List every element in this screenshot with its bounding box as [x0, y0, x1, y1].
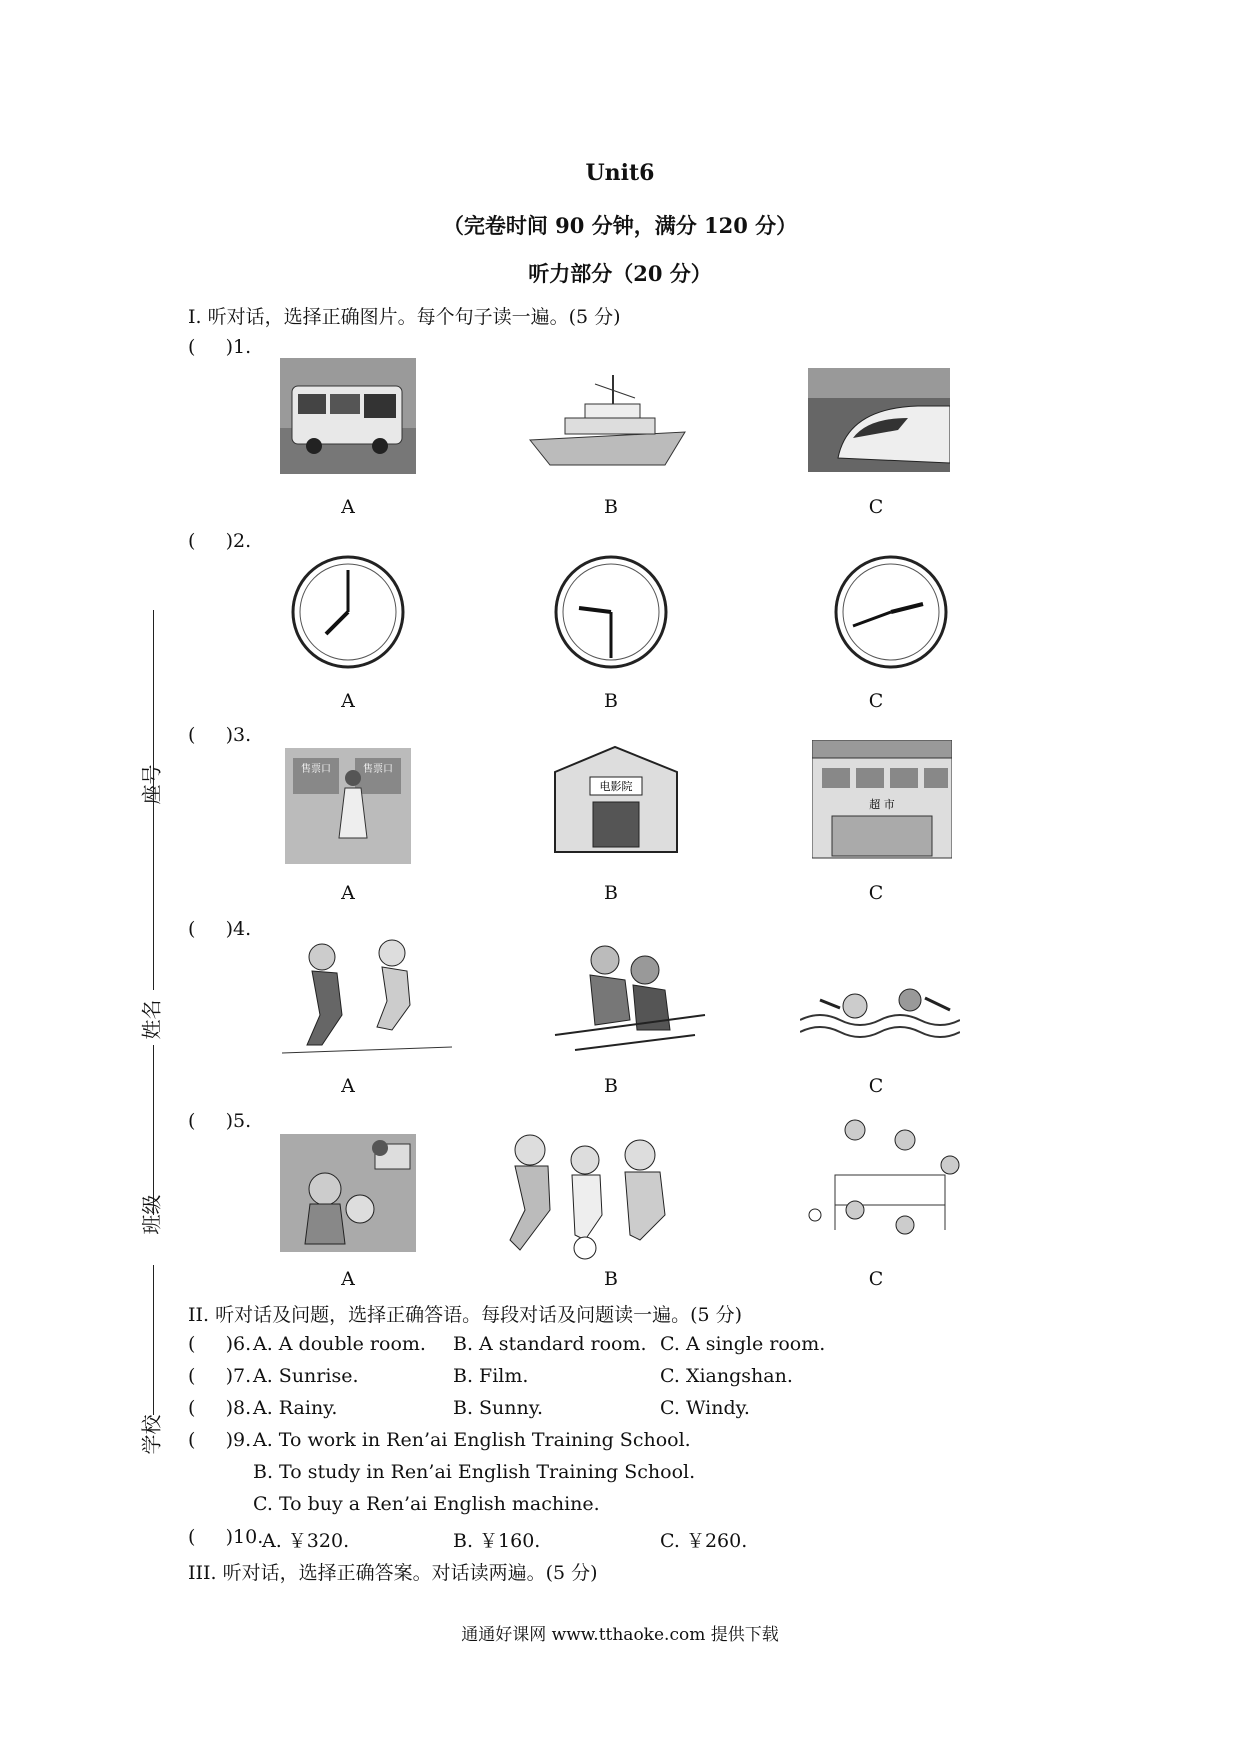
cinema-image — [535, 742, 697, 862]
q6-number: ( )6. — [188, 1333, 252, 1355]
q4-label-c: C — [868, 1075, 884, 1097]
q3-label-b: B — [604, 882, 618, 904]
q4-number: ( )4. — [188, 918, 252, 940]
side-line-3 — [153, 1045, 154, 1215]
side-seat-label: 座号 — [139, 764, 164, 805]
q7-option-a: A. Sunrise. — [253, 1365, 359, 1387]
q4-label-a: A — [341, 1075, 355, 1097]
q5-number: ( )5. — [188, 1110, 252, 1132]
q6-option-a: A. A double room. — [253, 1333, 426, 1355]
q7-number: ( )7. — [188, 1365, 252, 1387]
q2-label-a: A — [341, 690, 355, 712]
q10-number: ( )10. — [188, 1526, 264, 1548]
ticket-sign-2: 售票口 — [363, 764, 393, 775]
skiing-image — [545, 935, 715, 1059]
section2-title: II. 听对话及问题，选择正确答语。每段对话及问题读一遍。(5 分) — [188, 1304, 743, 1326]
ticket-sign-1: 售票口 — [301, 764, 331, 775]
clock-image-c — [833, 554, 949, 670]
footer-source: 通通好课网 www.tthaoke.com 提供下载 — [461, 1625, 779, 1645]
q10-option-c: C. ￥260. — [660, 1530, 748, 1552]
q1-number: ( )1. — [188, 336, 252, 358]
train-image — [808, 368, 950, 472]
bus-image — [280, 358, 416, 474]
q8-option-a: A. Rainy. — [253, 1397, 338, 1419]
side-line-2 — [153, 820, 154, 990]
q9-option-c: C. To buy a Ren’ai English machine. — [253, 1493, 600, 1515]
basketball-image — [280, 1134, 416, 1252]
side-class-label: 班级 — [139, 1194, 164, 1235]
section3-title: III. 听对话，选择正确答案。对话读两遍。(5 分) — [188, 1562, 598, 1584]
listening-part-title: 听力部分（20 分） — [528, 261, 712, 286]
q10-option-b: B. ￥160. — [453, 1530, 541, 1552]
q10-option-a: A. ￥320. — [262, 1530, 350, 1552]
side-school-label: 学校 — [139, 1414, 164, 1455]
q5-label-c: C — [868, 1268, 884, 1290]
q3-label-c: C — [868, 882, 884, 904]
football-image — [490, 1130, 690, 1260]
q2-number: ( )2. — [188, 530, 252, 552]
q2-label-b: B — [604, 690, 618, 712]
q9-option-b: B. To study in Ren’ai English Training School. — [253, 1461, 696, 1483]
exam-subtitle: （完卷时间 90 分钟，满分 120 分） — [442, 213, 798, 238]
q3-label-a: A — [341, 882, 355, 904]
q4-label-b: B — [604, 1075, 618, 1097]
q7-option-c: C. Xiangshan. — [660, 1365, 793, 1387]
q9-option-a: A. To work in Ren’ai English Training School. — [253, 1429, 691, 1451]
supermarket-image — [812, 740, 952, 860]
ship-image — [525, 370, 695, 475]
side-line-4 — [153, 1265, 154, 1415]
q2-label-c: C — [868, 690, 884, 712]
market-sign: 超 市 — [869, 798, 895, 811]
q3-number: ( )3. — [188, 724, 252, 746]
side-name-label: 姓名 — [139, 999, 164, 1040]
q6-option-b: B. A standard room. — [453, 1333, 647, 1355]
clock-image-b — [553, 554, 669, 670]
cinema-sign: 电影院 — [599, 780, 633, 793]
q1-label-a: A — [341, 496, 355, 518]
unit-title: Unit6 — [585, 160, 655, 186]
volleyball-image — [795, 1115, 965, 1250]
q1-label-c: C — [868, 496, 884, 518]
q1-label-b: B — [604, 496, 618, 518]
q8-option-c: C. Windy. — [660, 1397, 750, 1419]
clock-image-a — [290, 554, 406, 670]
q7-option-b: B. Film. — [453, 1365, 529, 1387]
swimming-image — [800, 970, 960, 1050]
q6-option-c: C. A single room. — [660, 1333, 826, 1355]
q8-option-b: B. Sunny. — [453, 1397, 544, 1419]
q5-label-a: A — [341, 1268, 355, 1290]
q9-number: ( )9. — [188, 1429, 252, 1451]
ticket-office-image — [285, 748, 411, 864]
q5-label-b: B — [604, 1268, 618, 1290]
q8-number: ( )8. — [188, 1397, 252, 1419]
skating-image — [282, 935, 452, 1059]
section1-title: I. 听对话，选择正确图片。每个句子读一遍。(5 分) — [188, 306, 621, 328]
